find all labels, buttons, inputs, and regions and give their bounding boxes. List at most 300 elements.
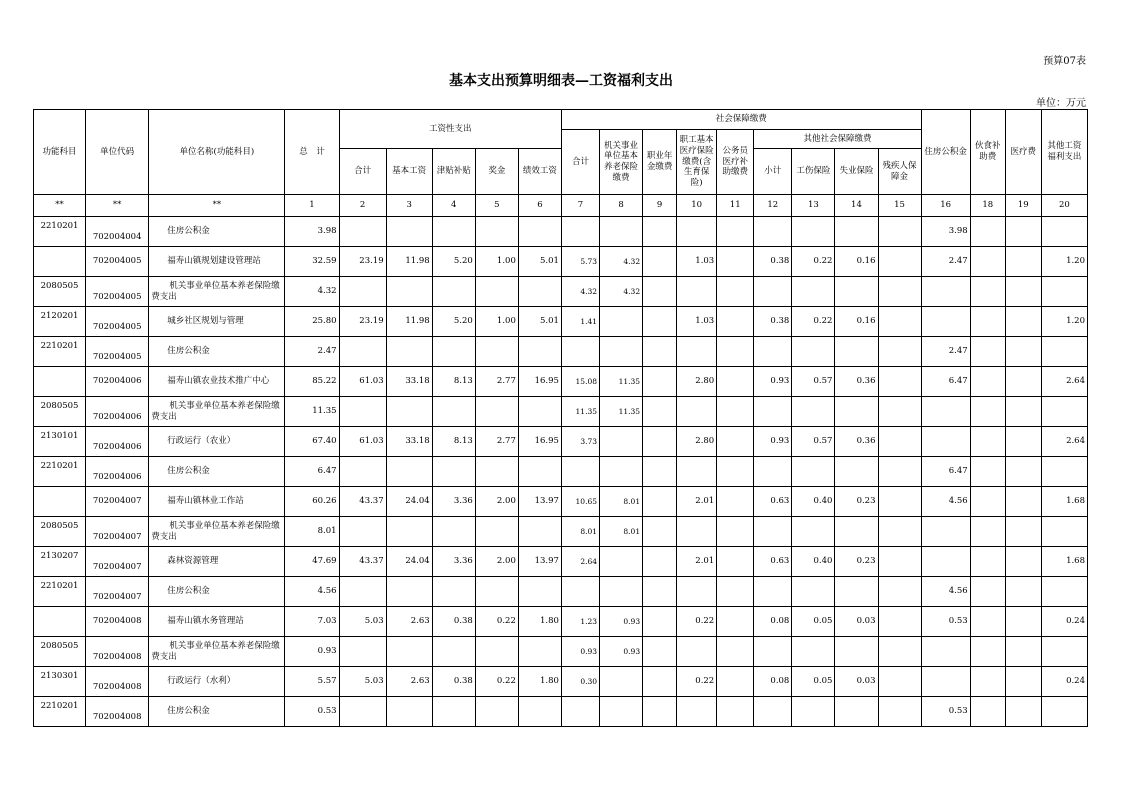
value-cell: 4.56 bbox=[921, 577, 970, 607]
value-cell bbox=[1005, 487, 1041, 517]
value-cell: 4.56 bbox=[921, 487, 970, 517]
value-cell: 24.04 bbox=[386, 547, 432, 577]
unit-name-cell: 森林资源管理 bbox=[149, 547, 285, 577]
index-cell: 19 bbox=[1005, 195, 1041, 217]
value-cell: 11.35 bbox=[285, 397, 339, 427]
value-cell: 1.00 bbox=[475, 247, 518, 277]
value-cell: 0.38 bbox=[754, 247, 792, 277]
value-cell bbox=[643, 607, 677, 637]
value-cell: 1.80 bbox=[518, 607, 561, 637]
value-cell bbox=[970, 637, 1005, 667]
value-cell bbox=[792, 517, 835, 547]
value-cell: 3.36 bbox=[432, 487, 475, 517]
unit-code-cell: 702004008 bbox=[86, 667, 149, 697]
value-cell bbox=[792, 697, 835, 727]
value-cell bbox=[432, 277, 475, 307]
value-cell bbox=[717, 457, 754, 487]
value-cell bbox=[754, 697, 792, 727]
header-base-wage: 基本工资 bbox=[386, 149, 432, 195]
table-row bbox=[34, 547, 1088, 577]
header-wage-group: 工资性支出 bbox=[339, 110, 561, 149]
value-cell: 2.01 bbox=[677, 487, 717, 517]
header-wage-sum: 合计 bbox=[339, 149, 386, 195]
value-cell: 4.32 bbox=[285, 277, 339, 307]
value-cell bbox=[754, 397, 792, 427]
value-cell bbox=[677, 517, 717, 547]
unit-code-cell: 702004005 bbox=[86, 277, 149, 307]
header-other-social-group: 其他社会保障缴费 bbox=[754, 130, 921, 149]
value-cell bbox=[921, 517, 970, 547]
value-cell: 0.22 bbox=[475, 667, 518, 697]
value-cell bbox=[561, 337, 599, 367]
header-name: 单位名称(功能科目) bbox=[149, 110, 285, 195]
value-cell bbox=[600, 577, 643, 607]
table-row bbox=[34, 487, 1088, 517]
func-code-cell: 2210201 bbox=[34, 217, 86, 247]
value-cell: 3.36 bbox=[432, 547, 475, 577]
header-allowance: 津贴补贴 bbox=[432, 149, 475, 195]
value-cell: 1.80 bbox=[518, 667, 561, 697]
value-cell bbox=[792, 637, 835, 667]
value-cell bbox=[386, 217, 432, 247]
index-cell: ** bbox=[86, 195, 149, 217]
value-cell bbox=[643, 247, 677, 277]
value-cell bbox=[1005, 547, 1041, 577]
value-cell bbox=[643, 637, 677, 667]
header-meal: 伙食补助费 bbox=[970, 110, 1005, 195]
value-cell: 0.57 bbox=[792, 427, 835, 457]
func-code-cell: 2210201 bbox=[34, 457, 86, 487]
value-cell: 0.63 bbox=[754, 487, 792, 517]
value-cell bbox=[643, 517, 677, 547]
value-cell: 4.32 bbox=[561, 277, 599, 307]
value-cell bbox=[792, 337, 835, 367]
value-cell: 43.37 bbox=[339, 547, 386, 577]
value-cell bbox=[1041, 337, 1087, 367]
value-cell bbox=[643, 367, 677, 397]
value-cell: 2.47 bbox=[921, 337, 970, 367]
index-cell: 11 bbox=[717, 195, 754, 217]
value-cell bbox=[643, 547, 677, 577]
index-cell: ** bbox=[149, 195, 285, 217]
value-cell bbox=[561, 217, 599, 247]
value-cell bbox=[339, 277, 386, 307]
value-cell bbox=[1005, 667, 1041, 697]
header-housing: 住房公积金 bbox=[921, 110, 970, 195]
index-cell: 15 bbox=[878, 195, 921, 217]
value-cell bbox=[339, 697, 386, 727]
index-cell: 8 bbox=[600, 195, 643, 217]
value-cell bbox=[1005, 457, 1041, 487]
table-body bbox=[34, 217, 1088, 727]
value-cell bbox=[677, 697, 717, 727]
value-cell: 5.01 bbox=[518, 307, 561, 337]
value-cell bbox=[717, 667, 754, 697]
index-row bbox=[34, 195, 1088, 217]
index-cell: 18 bbox=[970, 195, 1005, 217]
func-code-cell bbox=[34, 607, 86, 637]
value-cell bbox=[1041, 217, 1087, 247]
value-cell bbox=[600, 697, 643, 727]
value-cell bbox=[432, 397, 475, 427]
value-cell: 0.08 bbox=[754, 667, 792, 697]
value-cell bbox=[518, 397, 561, 427]
index-cell: 2 bbox=[339, 195, 386, 217]
value-cell bbox=[561, 697, 599, 727]
unit-code-cell: 702004005 bbox=[86, 307, 149, 337]
table-row bbox=[34, 667, 1088, 697]
value-cell bbox=[643, 337, 677, 367]
value-cell bbox=[878, 577, 921, 607]
value-cell bbox=[643, 667, 677, 697]
unit-name-cell: 机关事业单位基本养老保险缴费支出 bbox=[149, 517, 285, 547]
value-cell: 1.23 bbox=[561, 607, 599, 637]
value-cell bbox=[878, 607, 921, 637]
unit-code-cell: 702004005 bbox=[86, 247, 149, 277]
value-cell bbox=[600, 457, 643, 487]
header-soc-sum: 合计 bbox=[561, 130, 599, 195]
value-cell: 0.22 bbox=[677, 607, 717, 637]
value-cell bbox=[643, 457, 677, 487]
value-cell bbox=[386, 577, 432, 607]
value-cell: 2.77 bbox=[475, 427, 518, 457]
value-cell bbox=[475, 697, 518, 727]
value-cell: 5.01 bbox=[518, 247, 561, 277]
table-row bbox=[34, 277, 1088, 307]
func-code-cell: 2080505 bbox=[34, 517, 86, 547]
value-cell bbox=[792, 217, 835, 247]
index-cell: 1 bbox=[285, 195, 339, 217]
unit-name-cell: 机关事业单位基本养老保险缴费支出 bbox=[149, 277, 285, 307]
value-cell: 23.19 bbox=[339, 247, 386, 277]
value-cell: 0.22 bbox=[792, 247, 835, 277]
table-row bbox=[34, 427, 1088, 457]
value-cell bbox=[643, 487, 677, 517]
value-cell bbox=[677, 217, 717, 247]
value-cell: 5.73 bbox=[561, 247, 599, 277]
value-cell: 8.01 bbox=[561, 517, 599, 547]
value-cell: 1.41 bbox=[561, 307, 599, 337]
value-cell: 5.20 bbox=[432, 307, 475, 337]
header-code: 单位代码 bbox=[86, 110, 149, 195]
header-medical: 医疗费 bbox=[1005, 110, 1041, 195]
value-cell bbox=[921, 277, 970, 307]
unit-code-cell: 702004008 bbox=[86, 607, 149, 637]
value-cell bbox=[970, 697, 1005, 727]
value-cell: 2.80 bbox=[677, 367, 717, 397]
value-cell: 0.36 bbox=[835, 367, 878, 397]
unit-code-cell: 702004007 bbox=[86, 577, 149, 607]
value-cell: 0.38 bbox=[432, 607, 475, 637]
index-cell: 4 bbox=[432, 195, 475, 217]
value-cell bbox=[339, 217, 386, 247]
value-cell bbox=[921, 427, 970, 457]
header-other-welfare: 其他工资福利支出 bbox=[1041, 110, 1087, 195]
value-cell bbox=[878, 487, 921, 517]
value-cell: 8.13 bbox=[432, 367, 475, 397]
value-cell: 67.40 bbox=[285, 427, 339, 457]
value-cell bbox=[970, 307, 1005, 337]
value-cell: 6.47 bbox=[921, 367, 970, 397]
index-cell: 7 bbox=[561, 195, 599, 217]
func-code-cell: 2080505 bbox=[34, 277, 86, 307]
value-cell bbox=[878, 307, 921, 337]
value-cell bbox=[386, 277, 432, 307]
value-cell: 4.32 bbox=[600, 247, 643, 277]
value-cell: 61.03 bbox=[339, 367, 386, 397]
value-cell bbox=[339, 577, 386, 607]
value-cell: 2.00 bbox=[475, 487, 518, 517]
table-row bbox=[34, 307, 1088, 337]
value-cell: 60.26 bbox=[285, 487, 339, 517]
value-cell: 0.57 bbox=[792, 367, 835, 397]
value-cell bbox=[475, 277, 518, 307]
unit-name-cell: 住房公积金 bbox=[149, 577, 285, 607]
value-cell bbox=[835, 217, 878, 247]
unit-name-cell: 住房公积金 bbox=[149, 697, 285, 727]
unit-code-cell: 702004007 bbox=[86, 517, 149, 547]
value-cell bbox=[339, 397, 386, 427]
value-cell: 0.22 bbox=[475, 607, 518, 637]
header-pension: 机关事业单位基本养老保险缴费 bbox=[600, 130, 643, 195]
table-row bbox=[34, 637, 1088, 667]
header-total: 总 计 bbox=[285, 110, 339, 195]
value-cell: 1.03 bbox=[677, 307, 717, 337]
value-cell: 32.59 bbox=[285, 247, 339, 277]
unit-name-cell: 机关事业单位基本养老保险缴费支出 bbox=[149, 637, 285, 667]
unit-code-cell: 702004006 bbox=[86, 367, 149, 397]
value-cell: 0.16 bbox=[835, 307, 878, 337]
table-row bbox=[34, 217, 1088, 247]
func-code-cell: 2210201 bbox=[34, 337, 86, 367]
unit-code-cell: 702004005 bbox=[86, 337, 149, 367]
index-cell: 13 bbox=[792, 195, 835, 217]
value-cell: 0.05 bbox=[792, 667, 835, 697]
header-social-group: 社会保障缴费 bbox=[561, 110, 921, 130]
index-cell: 3 bbox=[386, 195, 432, 217]
unit-code-cell: 702004006 bbox=[86, 397, 149, 427]
value-cell bbox=[970, 607, 1005, 637]
header-injury: 工伤保险 bbox=[792, 149, 835, 195]
header-disabled: 残疾人保障金 bbox=[878, 149, 921, 195]
value-cell: 11.35 bbox=[600, 397, 643, 427]
value-cell: 13.97 bbox=[518, 547, 561, 577]
value-cell bbox=[835, 457, 878, 487]
value-cell bbox=[475, 457, 518, 487]
value-cell bbox=[717, 277, 754, 307]
value-cell bbox=[717, 397, 754, 427]
value-cell bbox=[677, 457, 717, 487]
value-cell bbox=[970, 667, 1005, 697]
value-cell bbox=[518, 277, 561, 307]
value-cell bbox=[518, 517, 561, 547]
value-cell: 0.63 bbox=[754, 547, 792, 577]
value-cell bbox=[600, 217, 643, 247]
value-cell: 43.37 bbox=[339, 487, 386, 517]
table-row bbox=[34, 577, 1088, 607]
value-cell: 2.63 bbox=[386, 667, 432, 697]
value-cell bbox=[600, 547, 643, 577]
value-cell bbox=[970, 547, 1005, 577]
value-cell: 0.08 bbox=[754, 607, 792, 637]
value-cell bbox=[386, 697, 432, 727]
value-cell bbox=[717, 637, 754, 667]
value-cell bbox=[518, 637, 561, 667]
value-cell: 33.18 bbox=[386, 427, 432, 457]
value-cell: 2.47 bbox=[921, 247, 970, 277]
value-cell bbox=[1041, 457, 1087, 487]
value-cell: 0.53 bbox=[921, 607, 970, 637]
header-med-ins: 职工基本医疗保险缴费(含生育保险) bbox=[677, 130, 717, 195]
value-cell: 11.98 bbox=[386, 307, 432, 337]
value-cell: 0.93 bbox=[754, 427, 792, 457]
value-cell: 2.80 bbox=[677, 427, 717, 457]
value-cell bbox=[970, 577, 1005, 607]
value-cell bbox=[561, 577, 599, 607]
page-title: 基本支出预算明细表—工资福利支出 bbox=[449, 73, 673, 89]
table-row bbox=[34, 247, 1088, 277]
value-cell: 8.01 bbox=[600, 487, 643, 517]
value-cell: 11.98 bbox=[386, 247, 432, 277]
value-cell bbox=[677, 397, 717, 427]
unit-name-cell: 住房公积金 bbox=[149, 217, 285, 247]
value-cell bbox=[432, 217, 475, 247]
table-row bbox=[34, 517, 1088, 547]
func-code-cell bbox=[34, 247, 86, 277]
value-cell: 61.03 bbox=[339, 427, 386, 457]
value-cell bbox=[878, 547, 921, 577]
unit-name-cell: 福寿山镇林业工作站 bbox=[149, 487, 285, 517]
value-cell bbox=[970, 277, 1005, 307]
value-cell bbox=[878, 277, 921, 307]
value-cell: 0.40 bbox=[792, 547, 835, 577]
value-cell: 7.03 bbox=[285, 607, 339, 637]
value-cell: 8.13 bbox=[432, 427, 475, 457]
value-cell bbox=[970, 487, 1005, 517]
func-code-cell bbox=[34, 367, 86, 397]
value-cell: 15.08 bbox=[561, 367, 599, 397]
form-number: 预算07表 bbox=[1043, 56, 1086, 67]
header-merit: 绩效工资 bbox=[518, 149, 561, 195]
value-cell bbox=[717, 607, 754, 637]
value-cell bbox=[878, 217, 921, 247]
index-cell: 20 bbox=[1041, 195, 1087, 217]
value-cell bbox=[792, 577, 835, 607]
value-cell bbox=[518, 697, 561, 727]
value-cell: 25.80 bbox=[285, 307, 339, 337]
value-cell bbox=[717, 307, 754, 337]
func-code-cell: 2080505 bbox=[34, 397, 86, 427]
value-cell bbox=[561, 457, 599, 487]
value-cell: 0.93 bbox=[600, 637, 643, 667]
value-cell bbox=[792, 277, 835, 307]
value-cell bbox=[717, 427, 754, 457]
value-cell bbox=[717, 577, 754, 607]
value-cell bbox=[1041, 577, 1087, 607]
value-cell bbox=[717, 547, 754, 577]
value-cell bbox=[339, 457, 386, 487]
value-cell bbox=[475, 217, 518, 247]
func-code-cell: 2120201 bbox=[34, 307, 86, 337]
budget-table bbox=[33, 109, 1088, 727]
value-cell bbox=[475, 577, 518, 607]
value-cell bbox=[921, 667, 970, 697]
value-cell bbox=[1005, 637, 1041, 667]
value-cell: 11.35 bbox=[600, 367, 643, 397]
value-cell bbox=[921, 397, 970, 427]
value-cell: 0.24 bbox=[1041, 667, 1087, 697]
value-cell: 11.35 bbox=[561, 397, 599, 427]
value-cell bbox=[878, 697, 921, 727]
unit-name-cell: 机关事业单位基本养老保险缴费支出 bbox=[149, 397, 285, 427]
index-cell: 12 bbox=[754, 195, 792, 217]
unit-name-cell: 行政运行（水利） bbox=[149, 667, 285, 697]
value-cell bbox=[1005, 697, 1041, 727]
value-cell bbox=[600, 337, 643, 367]
value-cell: 2.47 bbox=[285, 337, 339, 367]
value-cell bbox=[970, 337, 1005, 367]
index-cell: 16 bbox=[921, 195, 970, 217]
value-cell bbox=[1005, 427, 1041, 457]
value-cell: 5.03 bbox=[339, 607, 386, 637]
value-cell bbox=[878, 427, 921, 457]
header-unemp: 失业保险 bbox=[835, 149, 878, 195]
value-cell bbox=[1005, 217, 1041, 247]
value-cell bbox=[835, 697, 878, 727]
header-other-sub: 小计 bbox=[754, 149, 792, 195]
value-cell bbox=[643, 697, 677, 727]
value-cell: 0.36 bbox=[835, 427, 878, 457]
value-cell: 6.47 bbox=[921, 457, 970, 487]
unit-code-cell: 702004006 bbox=[86, 427, 149, 457]
value-cell: 47.69 bbox=[285, 547, 339, 577]
value-cell bbox=[878, 337, 921, 367]
func-code-cell: 2210201 bbox=[34, 697, 86, 727]
value-cell bbox=[1005, 247, 1041, 277]
value-cell: 1.00 bbox=[475, 307, 518, 337]
unit-code-cell: 702004007 bbox=[86, 487, 149, 517]
value-cell bbox=[1005, 277, 1041, 307]
value-cell bbox=[643, 577, 677, 607]
value-cell: 0.22 bbox=[792, 307, 835, 337]
value-cell bbox=[921, 547, 970, 577]
value-cell bbox=[754, 517, 792, 547]
value-cell bbox=[717, 367, 754, 397]
value-cell bbox=[878, 397, 921, 427]
value-cell bbox=[432, 457, 475, 487]
header-civil-med: 公务员医疗补助缴费 bbox=[717, 130, 754, 195]
value-cell bbox=[970, 517, 1005, 547]
unit-label: 单位：万元 bbox=[1036, 98, 1086, 109]
value-cell bbox=[643, 397, 677, 427]
value-cell bbox=[386, 517, 432, 547]
unit-name-cell: 住房公积金 bbox=[149, 457, 285, 487]
value-cell: 85.22 bbox=[285, 367, 339, 397]
value-cell bbox=[1041, 277, 1087, 307]
value-cell bbox=[878, 637, 921, 667]
value-cell bbox=[643, 277, 677, 307]
table-row bbox=[34, 607, 1088, 637]
value-cell bbox=[600, 427, 643, 457]
index-cell: 10 bbox=[677, 195, 717, 217]
table-row bbox=[34, 457, 1088, 487]
header-annuity: 职业年金缴费 bbox=[643, 130, 677, 195]
value-cell bbox=[970, 367, 1005, 397]
value-cell: 8.01 bbox=[600, 517, 643, 547]
value-cell: 0.93 bbox=[754, 367, 792, 397]
value-cell bbox=[878, 247, 921, 277]
value-cell bbox=[432, 577, 475, 607]
